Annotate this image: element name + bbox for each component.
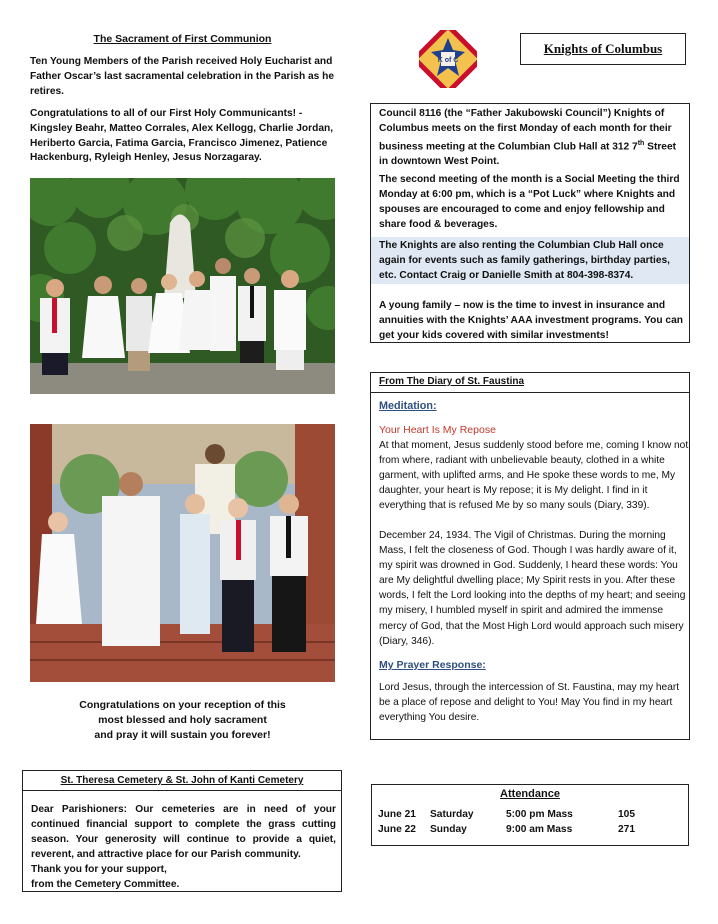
communion-intro: Ten Young Members of the Parish received Holy Eucharist and Father Oscar’s last sacramental celebration in the Parish as he retires. — [30, 56, 335, 97]
kofc-council-box — [370, 103, 690, 343]
attendance-title: Attendance — [500, 788, 560, 800]
meditation-heading: Meditation: — [379, 400, 437, 412]
congrats-line-1: Congratulations on your reception of this — [79, 699, 286, 711]
council-meeting-text: Council 8116 (the “Father Jakubowski Council”) Knights of Columbus meets on the first Monday of each month for their business meeting at the Columbian Club Hall at 312 7th Street in downtown West Point. — [379, 108, 677, 168]
attendance-date: June 21 — [378, 809, 416, 820]
first-communion-photo-1 — [30, 178, 335, 394]
attendance-mass-time: 9:00 am Mass — [506, 824, 573, 835]
hall-rental-text: The Knights are also renting the Columbian Club Hall once again for events such as family gatherings, birthday parties, etc. Contact Craig or Danielle Smith at 804-398-8374. — [379, 240, 670, 281]
attendance-mass-time: 5:00 pm Mass — [506, 809, 573, 820]
diary-paragraph-2: December 24, 1934. The Vigil of Christmas. During the morning Mass, I felt the closeness of God. Though I was hardly aware of it, my spirit was drowned in God. Suddenly, I heard these words: You are My delightful dwelling place; My Spirit rests in you. After these words, I felt the Lord looking into the depths of my heart; and seeing my misery, I humbled myself in spirit and admired the immense mercy of God, that the Most High Lord would approach such misery (Diary, 346). — [379, 530, 686, 647]
kofc-logo-text: K of C — [437, 57, 459, 64]
attendance-count: 105 — [618, 809, 635, 820]
kofc-title: Knights of Columbus — [543, 41, 663, 56]
knights-of-columbus-emblem-icon — [419, 30, 477, 88]
communion-congratulations — [30, 698, 335, 743]
attendance-day: Saturday — [430, 809, 474, 820]
cemetery-signature: from the Cemetery Committee. — [31, 879, 180, 890]
cemetery-body: Dear Parishioners: Our cemeteries are in need of your continued financial support to complete the grass cutting season. Your generosity will continue to provide a quiet, reverent, and attractive place for our Parish community. — [31, 804, 336, 860]
faustina-diary-box — [370, 372, 690, 740]
diary-title: From The Diary of St. Faustina — [379, 376, 525, 387]
repose-heading: Your Heart Is My Repose — [379, 424, 496, 436]
cemetery-thanks: Thank you for your support, — [31, 864, 167, 875]
diary-paragraph-1: At that moment, Jesus suddenly stood before me, coming I know not from where, radiant with unbelievable beauty, clothed in a white garment, with uplifted arms, and He spoke these words to me, My daughter, your heart is My repose; it is My delight. I find in it everything that is refused Me by so many souls (Diary, 339). — [379, 440, 689, 512]
first-communion-photo-2 — [30, 424, 335, 682]
prayer-response-heading: My Prayer Response: — [379, 659, 486, 671]
attendance-day: Sunday — [430, 824, 467, 835]
cemetery-notice-box — [22, 770, 342, 892]
attendance-row — [372, 809, 688, 823]
cemetery-divider — [23, 790, 341, 791]
attendance-date: June 22 — [378, 824, 416, 835]
congrats-line-2: most blessed and holy sacrament — [98, 714, 267, 726]
cemetery-text — [31, 802, 336, 892]
prayer-response-text: Lord Jesus, through the intercession of St. Faustina, may my heart be a place of repose and delight to You! May You find in my heart everything You desire. — [379, 682, 680, 724]
diary-divider — [371, 392, 689, 393]
attendance-row — [372, 824, 688, 838]
communion-title: The Sacrament of First Communion — [93, 33, 272, 45]
attendance-box — [371, 784, 689, 846]
attendance-count: 271 — [618, 824, 635, 835]
congrats-line-3: and pray it will sustain you forever! — [94, 729, 271, 741]
insurance-text: A young family – now is the time to invest in insurance and annuities with the Knights’ AAA investment programs. You can get your kids covered with similar investments! — [379, 300, 683, 341]
communicant-names: Congratulations to all of our First Holy Communicants! - Kingsley Beahr, Matteo Corrales, Alex Kellogg, Charlie Jordan, Heriberto Garcia, Fatima Garcia, Francisco Jimenez, Patience Hackenburg, Ryleigh Henley, Jesus Norzagaray. — [30, 108, 334, 164]
kofc-title-box — [520, 33, 686, 65]
cemetery-title: St. Theresa Cemetery & St. John of Kanti Cemetery — [60, 775, 304, 786]
social-meeting-text: The second meeting of the month is a Social Meeting the third Monday at 6:00 pm, which is a “Pot Luck” where Knights and spouses are encouraged to come and enjoy fellowship and share food & beverages. — [379, 174, 680, 230]
